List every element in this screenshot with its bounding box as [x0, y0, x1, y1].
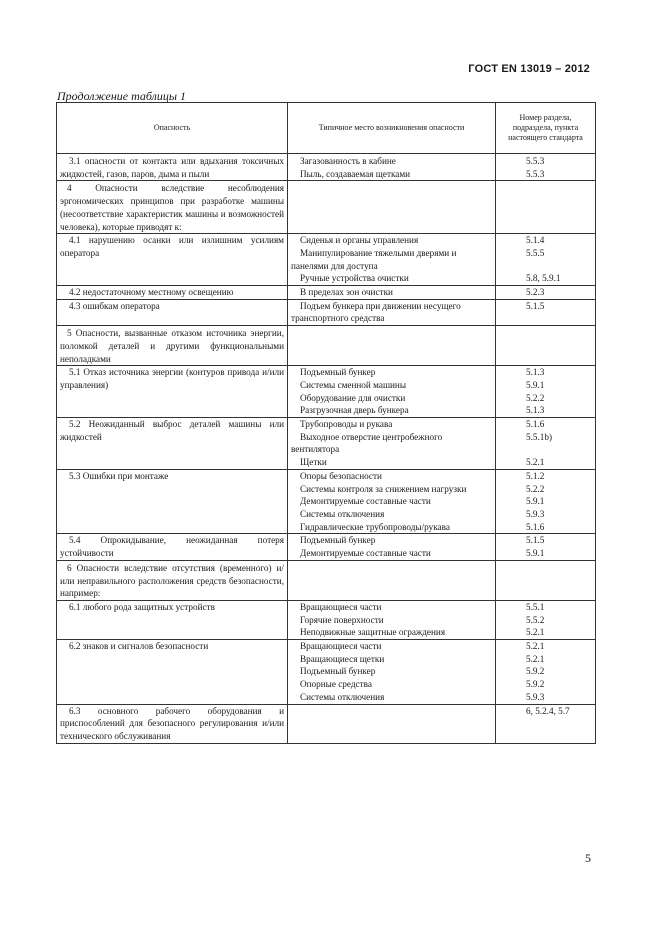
location-cell [288, 418, 496, 470]
table-row [57, 299, 596, 325]
table-row [57, 640, 596, 705]
location-text: Опоры безопасности [300, 470, 382, 481]
hazard-item: 3.1 опасности от контакта или вдыхания токсичных жидкостей, газов, паров, дыма и пыли [60, 156, 284, 179]
location-cell [288, 704, 496, 743]
table-row [57, 534, 596, 560]
section-reference: 5.8, 5.9.1 [526, 273, 561, 284]
section-reference: 5.5.5 [526, 247, 545, 258]
reference-cell [496, 366, 596, 418]
hazard-category: 6 Опасности вследствие отсутствия (временного) и/или неправильного расположения средств безопасности, например: [60, 562, 284, 599]
column-header-location: Типичное место возникновения опасности [288, 103, 496, 154]
page-number: 5 [585, 851, 591, 865]
section-reference: 5.9.1 [526, 548, 545, 559]
location-text: Ручные устройства очистки [300, 273, 409, 284]
location-cell [288, 469, 496, 534]
table-row [57, 560, 596, 600]
location-text: Пыль, создаваемая щетками [300, 168, 411, 179]
section-reference: 5.2.1 [526, 641, 545, 652]
section-reference: 5.9.2 [526, 666, 545, 677]
column-header-reference: Номер раздела, подраздела, пункта настоящего стандарта [496, 103, 596, 154]
section-reference: 5.5.1 [526, 601, 545, 612]
location-cell [288, 534, 496, 560]
hazard-cell [57, 286, 288, 300]
location-text: Системы отключения [300, 691, 385, 702]
hazard-table [56, 102, 596, 744]
reference-cell [496, 418, 596, 470]
location-text: Подъем бункера при движении несущего транспортного средства [291, 300, 461, 324]
hazard-cell [57, 181, 288, 234]
reference-cell [496, 326, 596, 366]
section-reference: 5.5.3 [526, 168, 545, 179]
hazard-group [57, 181, 596, 326]
location-text [288, 705, 495, 718]
hazard-cell [57, 326, 288, 366]
table-row [57, 469, 596, 534]
reference-cell [496, 154, 596, 181]
location-cell [288, 299, 496, 325]
location-text: Сиденья и органы управления [300, 235, 419, 246]
location-text: Подъемный бункер [300, 367, 376, 378]
table-row [57, 704, 596, 743]
location-text: Загазованность в кабине [300, 156, 396, 166]
hazard-item: 4.2 недостаточному местному освещению [69, 287, 234, 298]
location-text: Подъемный бункер [300, 535, 376, 546]
location-text: Разгрузочная дверь бункера [300, 405, 409, 416]
hazard-cell [57, 704, 288, 743]
reference-cell [496, 286, 596, 300]
table-row [57, 154, 596, 181]
location-cell [288, 600, 496, 639]
hazard-item: 4.3 ошибкам оператора [69, 300, 160, 311]
reference-cell [496, 181, 596, 234]
reference-cell [496, 704, 596, 743]
location-cell [288, 234, 496, 286]
section-reference: 5.1.6 [526, 521, 545, 532]
hazard-item: 5.1 Отказ источника энергии (контуров привода и/или управления) [60, 367, 284, 390]
hazard-item: 6.1 любого рода защитных устройств [69, 601, 215, 612]
location-text: Оборудование для очистки [300, 392, 406, 403]
location-text: Гидравлические трубопроводы/рукава [300, 521, 450, 532]
section-reference: 5.5.3 [526, 156, 545, 166]
location-cell [288, 366, 496, 418]
table-row [57, 366, 596, 418]
standard-designation: ГОСТ EN 13019 – 2012 [468, 63, 590, 75]
location-text: Неподвижные защитные ограждения [300, 627, 446, 638]
location-text: Демонтируемые составные части [300, 496, 431, 507]
section-reference: 5.1.3 [526, 405, 545, 416]
hazard-category: 5 Опасности, вызванные отказом источника энергии, поломкой деталей и другими функциональными неполадками [60, 328, 284, 364]
location-text: Системы отключения [300, 508, 385, 519]
location-text: Горячие поверхности [300, 614, 384, 625]
location-text: Демонтируемые составные части [300, 548, 431, 559]
hazard-cell [57, 640, 288, 705]
reference-cell [496, 560, 596, 600]
section-reference: 5.2.1 [526, 653, 545, 664]
section-reference: 5.9.3 [526, 508, 545, 519]
location-text: Опорные средства [300, 679, 372, 690]
column-header-hazard: Опасность [57, 103, 288, 154]
section-reference: 5.2.1 [526, 457, 545, 468]
hazard-cell [57, 418, 288, 470]
location-text: Вращающиеся части [300, 641, 382, 652]
location-text: Системы сменной машины [300, 379, 407, 390]
location-cell [288, 181, 496, 234]
hazard-item: 5.4 Опрокидывание, неожиданная потеря устойчивости [60, 535, 284, 559]
section-reference: 5.1.2 [526, 470, 545, 481]
section-reference: 5.9.3 [526, 691, 545, 702]
section-reference: 5.2.3 [526, 287, 545, 298]
section-reference: 5.2.1 [526, 627, 545, 638]
hazard-category: 4 Опасности вследствие несоблюдения эргономических принципов при разработке машины (несоответствие характеристик машины и возможностей человека), которые приводят к: [60, 183, 284, 232]
section-reference: 6, 5.2.4, 5.7 [526, 705, 570, 716]
section-reference: 5.1.5 [526, 535, 545, 546]
location-cell [288, 640, 496, 705]
hazard-cell [57, 560, 288, 600]
section-reference: 5.5.1b) [526, 431, 553, 442]
reference-cell [496, 534, 596, 560]
reference-cell [496, 299, 596, 325]
location-text: Трубопроводы и рукава [300, 419, 393, 430]
table-row [57, 286, 596, 300]
section-reference: 5.2.2 [526, 483, 545, 494]
hazard-item: 5.2 Неожиданный выброс деталей машины или жидкостей [60, 419, 284, 442]
section-reference: 5.9.2 [526, 679, 545, 690]
hazard-cell [57, 469, 288, 534]
hazard-item: 4.1 нарушению осанки или излишним усилиям оператора [60, 235, 284, 258]
section-reference: 5.1.3 [526, 367, 545, 378]
hazard-cell [57, 299, 288, 325]
reference-cell [496, 640, 596, 705]
hazard-group [57, 326, 596, 561]
section-reference: 5.1.5 [526, 300, 545, 311]
table-row [57, 326, 596, 366]
hazard-cell [57, 600, 288, 639]
reference-cell [496, 234, 596, 286]
hazard-group [57, 560, 596, 743]
hazard-cell [57, 366, 288, 418]
location-text: В пределах зон очистки [300, 287, 393, 298]
location-text: Вращающиеся части [300, 601, 382, 612]
location-text: Щетки [300, 457, 327, 468]
location-cell [288, 326, 496, 366]
location-cell [288, 286, 496, 300]
table-row [57, 234, 596, 286]
table-caption: Продолжение таблицы 1 [57, 89, 187, 103]
location-cell [288, 154, 496, 181]
section-reference: 5.9.1 [526, 379, 545, 390]
hazard-cell [57, 234, 288, 286]
hazard-item: 6.2 знаков и сигналов безопасности [69, 641, 209, 652]
location-text: Подъемный бункер [300, 666, 376, 677]
hazard-group [57, 154, 596, 181]
hazard-item: 5.3 Ошибки при монтаже [69, 470, 169, 481]
reference-cell [496, 469, 596, 534]
reference-cell [496, 600, 596, 639]
location-text: Системы контроля за снижением нагрузки [300, 483, 467, 494]
section-reference: 5.1.6 [526, 419, 545, 430]
table-row [57, 181, 596, 234]
section-reference: 5.1.4 [526, 235, 545, 246]
location-text: Манипулирование тяжелыми дверями и панелями для доступа [291, 247, 457, 271]
hazard-item: 6.3 основного рабочего оборудования и приспособлений для безопасного регулирования и/или технического обслуживания [60, 705, 284, 741]
section-reference: 5.9.1 [526, 496, 545, 507]
table-header [57, 103, 596, 154]
hazard-cell [57, 154, 288, 181]
location-text: Вращающиеся щетки [300, 653, 385, 664]
section-reference: 5.2.2 [526, 392, 545, 403]
location-text: Выходное отверстие центробежного вентилятора [291, 431, 443, 455]
section-reference: 5.5.2 [526, 614, 545, 625]
table-row [57, 600, 596, 639]
table-row [57, 418, 596, 470]
location-cell [288, 560, 496, 600]
hazard-cell [57, 534, 288, 560]
